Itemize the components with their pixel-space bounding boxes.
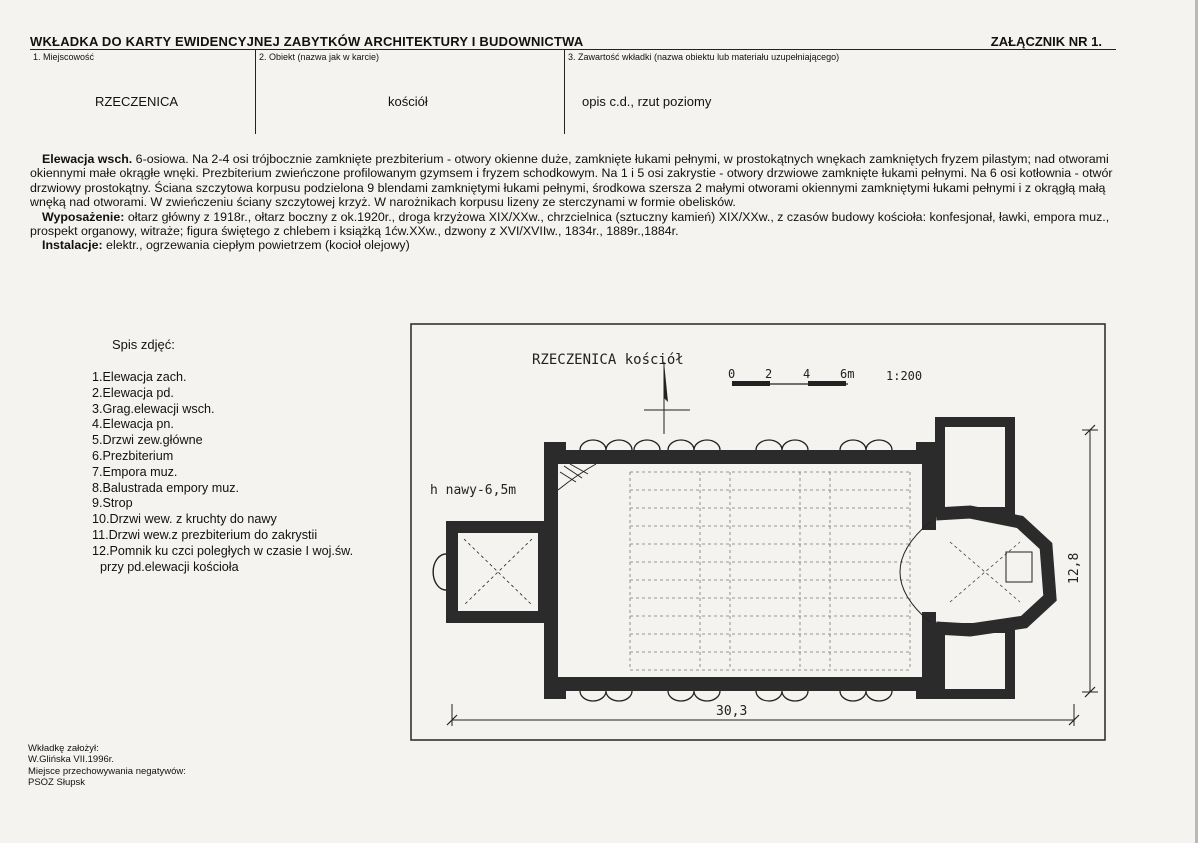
photo-list-item: 4.Elewacja pn.: [92, 417, 174, 432]
photo-list-item: 3.Grag.elewacji wsch.: [92, 401, 215, 416]
description-installations: [30, 238, 1130, 252]
description-elevation: [30, 152, 1130, 210]
photo-list-item: 9.Strop: [92, 496, 133, 511]
photo-list-item: 1.Elewacja zach.: [92, 370, 187, 384]
description-furnishings-heading: Wyposażenie:: [42, 209, 125, 224]
width-dimension: [1082, 425, 1098, 697]
photo-list: [92, 370, 353, 575]
nave-height-note: h nawy-6,5m: [430, 483, 517, 498]
description-furnishings-text: ołtarz główny z 1918r., ołtarz boczny z ok.1920r., droga krzyżowa XIX/XXw., chrzcielnica (sztuczny kamień) XIX/XXw., z czasów budowy kościoła: konfesjonał, ławki, empora muz., prospekt organowy, witraże; figura świętego z chlebem i książką 1ćw.XXw., dzwony z XVI/XVIIw., 1834r., 1889r.,1884r.: [30, 209, 1110, 239]
photo-list-item: 2.Elewacja pd.: [92, 385, 174, 400]
sacristies: [940, 422, 1010, 694]
description-furnishings: [30, 210, 1130, 239]
description: [30, 152, 1130, 253]
north-arrow-icon: [644, 362, 690, 434]
floor-plan-drawing: [410, 322, 1110, 742]
field-object-label: 2. Obiekt (nazwa jak w karcie): [259, 52, 380, 62]
photo-list-item: 8.Balustrada empory muz.: [92, 480, 239, 495]
scale-tick-label: 0: [728, 367, 736, 381]
scale-tick-label: 6m: [840, 367, 855, 381]
field-locality-label: 1. Miejscowość: [33, 52, 95, 62]
length-dimension: [447, 704, 1079, 726]
nave-walls: [544, 442, 938, 699]
field-locality: [30, 50, 256, 134]
description-installations-text: elektr., ogrzewania ciepłym powietrzem (kocioł olejowy): [102, 238, 410, 253]
scale-tick-label: 4: [803, 367, 811, 381]
width-dimension-label: 12,8: [1067, 552, 1082, 584]
footer-negatives-location: PSOZ Słupsk: [28, 777, 86, 789]
length-dimension-label: 30,3: [716, 704, 748, 719]
photo-list-title: Spis zdjęć:: [112, 337, 175, 352]
form-title: WKŁADKA DO KARTY EWIDENCYJNEJ ZABYTKÓW ARCHITEKTURY I BUDOWNICTWA: [30, 34, 584, 49]
photo-list-item: 5.Drzwi zew.główne: [92, 433, 203, 448]
scale-ratio: 1:200: [886, 369, 923, 383]
scale-bar-segment: [732, 381, 770, 386]
description-elevation-heading: Elewacja wsch.: [42, 152, 133, 166]
form-fields: [30, 50, 1116, 134]
photo-list-item: 12.Pomnik ku czci poległych w czasie I woj.św.: [92, 543, 354, 558]
field-contents: [565, 50, 1115, 134]
footer-author: W.Glińska VII.1996r.: [28, 754, 115, 766]
description-installations-heading: Instalacje:: [42, 238, 103, 253]
field-object-value: kościół: [388, 94, 428, 109]
footer-negatives-label: Miejsce przechowywania negatywów:: [28, 765, 186, 777]
scale-bar-segment: [808, 381, 846, 386]
scale-tick-label: 2: [765, 367, 773, 381]
staircase: [558, 464, 596, 490]
floor-plan: [410, 322, 1110, 742]
west-porch: [433, 527, 544, 617]
field-locality-value: RZECZENICA: [95, 94, 179, 109]
photo-list-item-continuation: przy pd.elewacji kościoła: [100, 559, 239, 574]
window-bays: [580, 440, 892, 701]
field-object: [256, 50, 565, 134]
description-elevation-text: 6-osiowa. Na 2-4 osi trójbocznie zamknięte prezbiterium - otwory okienne duże, zamknięte łukami pełnymi, w prostokątnych wnękach zamkniętych fryzem pilastym; nad otworami okiennymi małe okrągłe wnęki. Prezbiterium zwieńczone profilowanym gzymsem i fryzem schodkowym. Na 1 i 5 osi zakrystie - otwory drzwiowe zamknięte łukami pełnymi. Na 6 osi kotłownia - otwór drzwiowy prostokątny. Ściana szczytowa korpusu podzielona 9 blendami zamkniętymi łukami pełnymi, środkowa szersza 2 małymi otworami okiennymi zamkniętymi łukami pełnymi i z okrągłą małą wnęką nad otworami. W zwieńczeniu ściany szczytowej krzyż. W narożnikach korpusu lizeny ze sterczynami w formie obelisków.: [30, 152, 1113, 210]
photo-list-item: 6.Prezbiterium: [92, 448, 174, 463]
footer-author-label: Wkładkę założył:: [28, 743, 99, 754]
plan-title: RZECZENICA kościół: [532, 352, 684, 368]
field-contents-value: opis c.d., rzut poziomy: [582, 94, 712, 109]
footer-notes: [28, 743, 186, 789]
pews: [630, 472, 910, 670]
annex-label: ZAŁĄCZNIK NR 1.: [990, 34, 1102, 49]
photo-list-item: 11.Drzwi wew.z prezbiterium do zakrystii: [92, 527, 318, 542]
photo-list-item: 10.Drzwi wew. z kruchty do nawy: [92, 512, 277, 527]
field-contents-label: 3. Zawartość wkładki (nazwa obiektu lub materiału uzupełniającego): [568, 52, 840, 62]
photo-list-item: 7.Empora muz.: [92, 464, 178, 479]
